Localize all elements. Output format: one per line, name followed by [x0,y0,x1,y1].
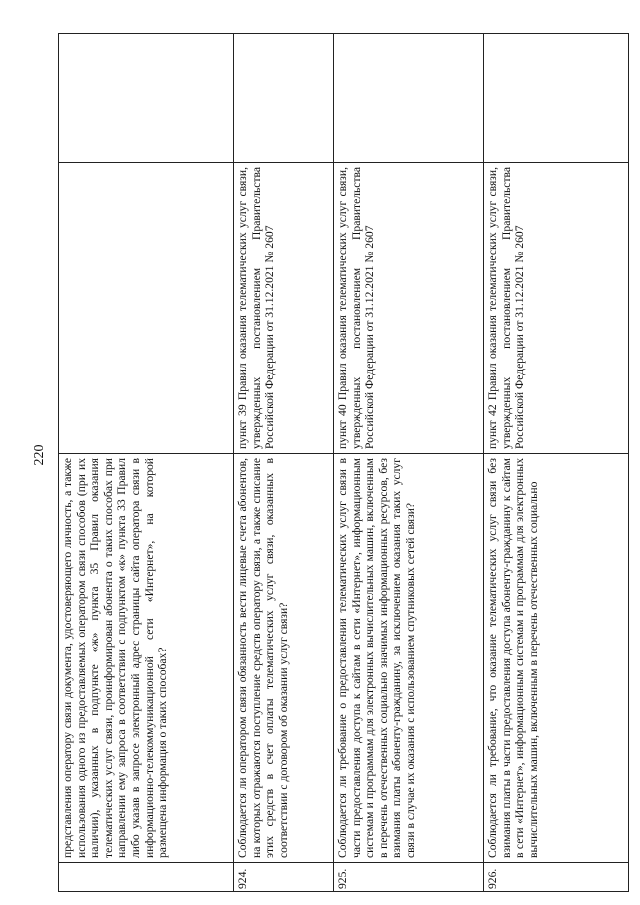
answer-cell [484,34,629,163]
reference-cell [59,163,234,454]
reference-cell: пункт 42 Правил оказания телематических услуг связи, утвержденных постановлением Правительства Российской Федерации от 31.12.2021 № 2607 [484,163,629,454]
table-row [484,34,629,892]
question-text: представления оператору связи документа, удостоверяющего личность, а также использования одного из предоставляемых оператором связи способов (при их наличии), указанных в подпункте «ж» пункта 35 Правил оказания телематических услуг связи, проинформирован абонента о таких способах при направлении ему запроса в соответствии с подпунктом «к» пункта 33 Правил либо указав в запросе электронный адрес страницы сайта оператора связи в информационно-телекоммуникационной сети «Интернет», на которой размещена информация о таких способах? [61,458,170,858]
row-number-cell: 924. [234,863,334,892]
question-text: Соблюдается ли оператором связи обязанность вести лицевые счета абонентов, на которых отражаются поступление средств оператору связи, а также списание этих средств в счет оплаты телематических услуг связи, оказанных в соответствии с договором об оказании услуг связи? [236,458,290,858]
question-cell [484,454,629,863]
reference-cell: пункт 40 Правил оказания телематических услуг связи, утвержденных постановлением Правительства Российской Федерации от 31.12.2021 № 2607 [334,163,484,454]
question-cell [59,454,234,863]
answer-cell [234,34,334,163]
table-row [234,34,334,892]
page-number: 220 [32,444,47,466]
answer-cell [59,34,234,163]
row-number-cell [59,863,234,892]
reference-cell: пункт 39 Правил оказания телематических услуг связи, утвержденных постановлением Правительства Российской Федерации от 31.12.2021 № 2607 [234,163,334,454]
question-text: Соблюдается ли требование, что оказание телематических услуг связи без взимания платы в части предоставления доступа абоненту-гражданину к сайтам в сети «Интернет», информационным системам и программам для электронных вычислительных машин, включенным в перечень отечественных социально [486,458,540,858]
table-row [334,34,484,892]
checklist-table-rotated [58,52,628,892]
question-cell [234,454,334,863]
question-text: Соблюдается ли требование о предоставлении телематических услуг связи в части предоставления доступа к сайтам в сети «Интернет», информационным системам и программам для электронных вычислительных машин, включенным в перечень отечественных социально значимых информационных ресурсов, без взимания платы абоненту-гражданину, за исключением оказания таких услуг связи в случае их оказания с использованием спутниковых сетей связи? [336,458,417,858]
question-cell [334,454,484,863]
row-number-cell: 926. [484,863,629,892]
checklist-table [58,33,629,892]
table-row [59,34,234,892]
answer-cell [334,34,484,163]
row-number-cell: 925. [334,863,484,892]
